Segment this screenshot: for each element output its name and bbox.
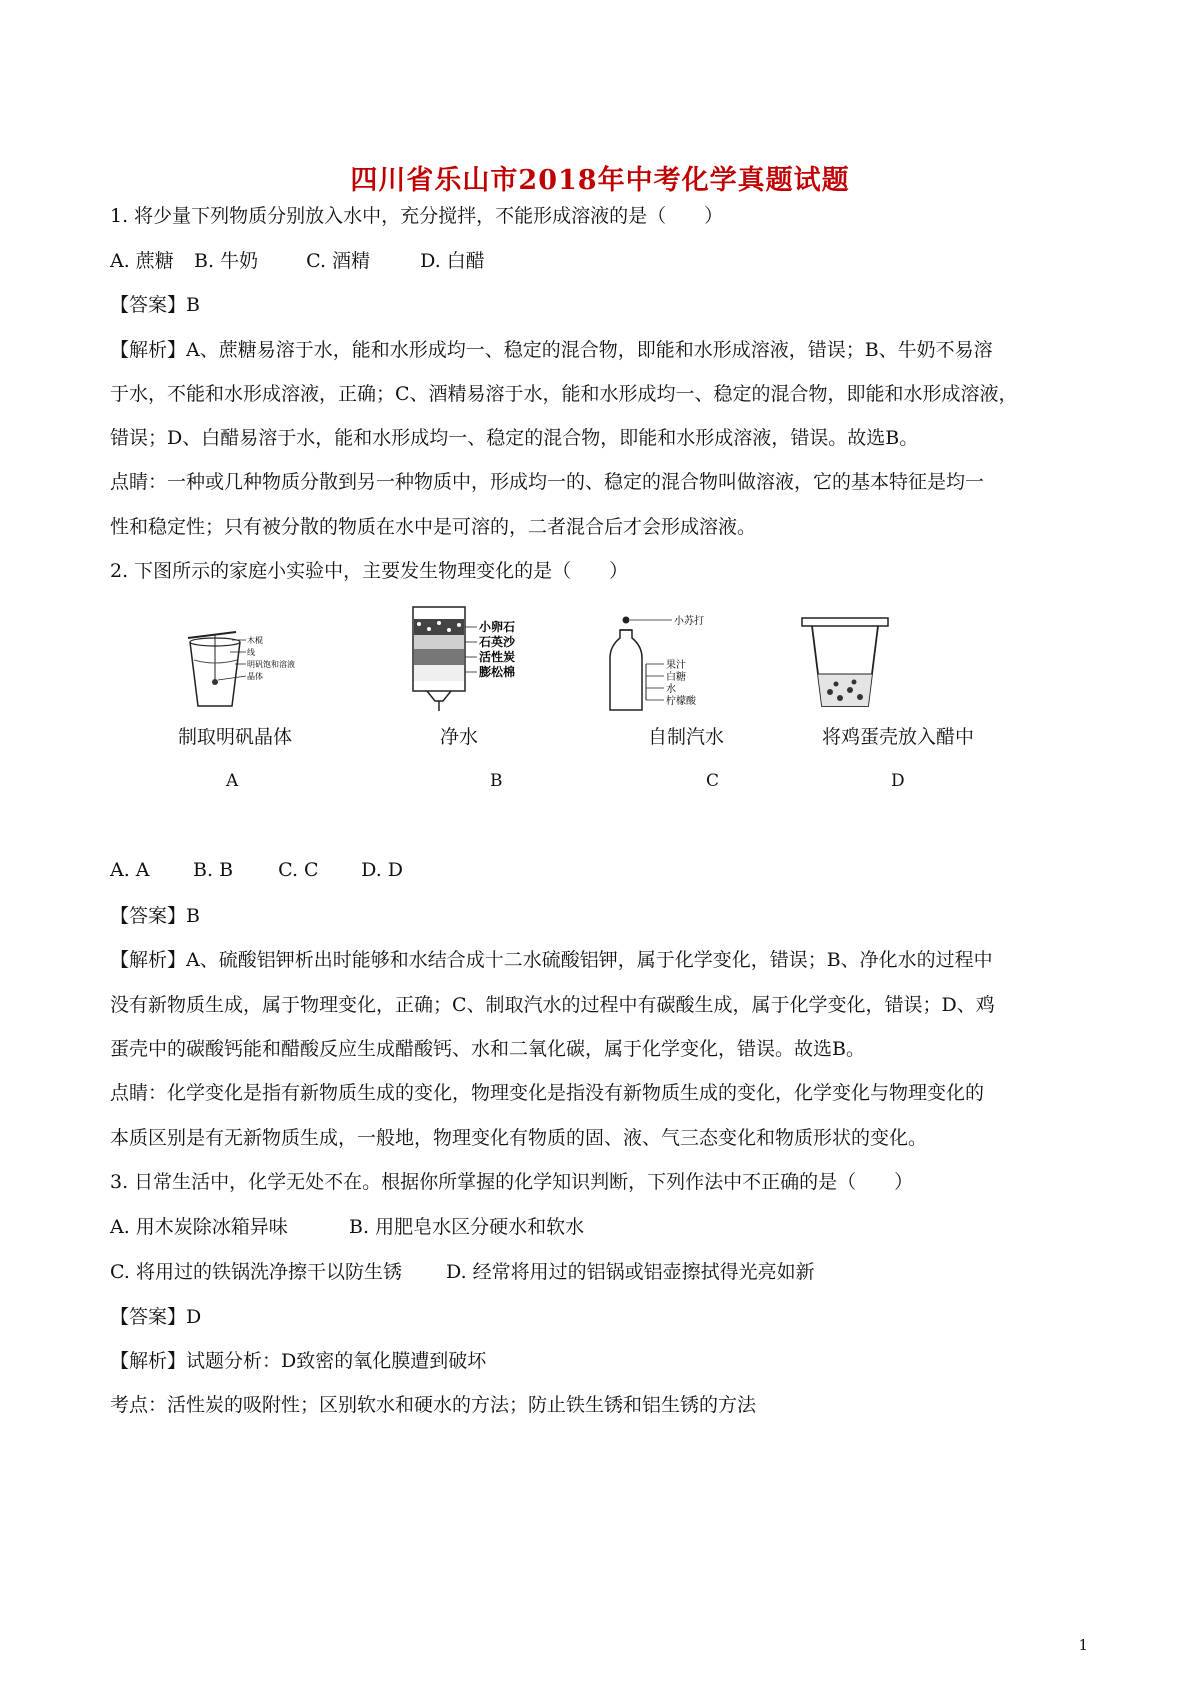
figure-homemade-soda (600, 612, 730, 717)
label-activated-carbon: 活性炭 (479, 650, 516, 664)
label-pebbles: 小卵石 (479, 620, 516, 634)
page-number: 1 (1078, 1636, 1088, 1654)
q1-tip-line-2: 性和稳定性；只有被分散的物质在水中是可溶的，二者混合后才会形成溶液。 (110, 516, 757, 538)
letter-b: B (490, 771, 503, 791)
q1-analysis-line-3: 错误；D、白醋易溶于水，能和水形成均一、稳定的混合物，即能和水形成溶液，错误。故选B。 (110, 427, 919, 449)
q2-option-a: A. A (110, 859, 150, 881)
q1-analysis-line-1: 【解析】A、蔗糖易溶于水，能和水形成均一、稳定的混合物，即能和水形成溶液，错误；B、牛奶不易溶 (110, 339, 993, 361)
q3-options-row-2 (110, 1259, 815, 1285)
letter-a: A (226, 771, 239, 791)
caption-a: 制取明矾晶体 (178, 726, 293, 748)
figure-water-purifier (405, 603, 555, 713)
letter-d: D (891, 771, 905, 791)
label-thread: 线 (247, 648, 255, 657)
label-citric-acid: 柠檬酸 (666, 696, 696, 707)
q2-analysis-line-2: 没有新物质生成，属于物理变化，正确；C、制取汽水的过程中有碳酸生成，属于化学变化，错误；D、鸡 (110, 994, 995, 1016)
q2-option-d: D. D (361, 859, 404, 881)
label-cotton: 膨松棉 (479, 665, 516, 679)
label-juice: 果汁 (666, 660, 686, 671)
q1-stem: 1. 将少量下列物质分别放入水中，充分搅拌，不能形成溶液的是（ ） (110, 205, 724, 227)
q2-tip-line-1: 点睛：化学变化是指有新物质生成的变化，物理变化是指没有新物质生成的变化，化学变化与物理变化的 (110, 1082, 985, 1104)
q3-option-a: A. 用木炭除冰箱异味 (110, 1216, 288, 1238)
figure-alum-crystal (180, 630, 295, 710)
q3-exam-point: 考点：活性炭的吸附性；区别软水和硬水的方法；防止铁生锈和铝生锈的方法 (110, 1394, 757, 1416)
label-sugar: 白糖 (666, 672, 686, 683)
label-quartz-sand: 石英沙 (479, 635, 516, 649)
q1-options (110, 248, 485, 274)
label-baking-soda: 小苏打 (674, 616, 704, 627)
q2-tip-line-2: 本质区别是有无新物质生成，一般地，物理变化有物质的固、液、气三态变化和物质形状的变化。 (110, 1127, 928, 1149)
q3-answer: 【答案】D (110, 1306, 202, 1328)
q3-analysis: 【解析】试题分析：D致密的氧化膜遭到破坏 (110, 1350, 487, 1372)
q1-option-b: B. 牛奶 (194, 250, 259, 272)
q3-stem: 3. 日常生活中，化学无处不在。根据你所掌握的化学知识判断，下列作法中不正确的是（ ） (110, 1171, 914, 1193)
q1-tip-line-1: 点睛：一种或几种物质分散到另一种物质中，形成均一的、稳定的混合物叫做溶液，它的基本特征是均一 (110, 471, 985, 493)
q2-option-b: B. B (193, 859, 234, 881)
q3-option-c: C. 将用过的铁锅洗净擦干以防生锈 (110, 1261, 402, 1283)
label-saturated-solution: 明矾饱和溶液 (247, 660, 295, 669)
letter-c: C (706, 771, 720, 791)
q3-option-d: D. 经常将用过的铝锅或铝壶擦拭得光亮如新 (446, 1261, 815, 1283)
q2-analysis-line-1: 【解析】A、硫酸铝钾析出时能够和水结合成十二水硫酸铝钾，属于化学变化，错误；B、净化水的过程中 (110, 949, 993, 971)
q1-answer: 【答案】B (110, 294, 200, 316)
label-stick: 木棍 (247, 636, 263, 645)
q3-options-row-1 (110, 1214, 584, 1240)
q1-option-a: A. 蔗糖 (110, 250, 174, 272)
q1-analysis-line-2: 于水，不能和水形成溶液，正确；C、酒精易溶于水，能和水形成均一、稳定的混合物，即能和水形成溶液， (110, 383, 1018, 405)
q3-option-b: B. 用肥皂水区分硬水和软水 (349, 1216, 585, 1238)
q1-option-c: C. 酒精 (306, 250, 371, 272)
q2-stem: 2. 下图所示的家庭小实验中，主要发生物理变化的是（ ） (110, 560, 629, 582)
label-crystal: 晶体 (247, 672, 263, 681)
q2-answer: 【答案】B (110, 905, 200, 927)
q2-analysis-line-3: 蛋壳中的碳酸钙能和醋酸反应生成醋酸钙、水和二氧化碳，属于化学变化，错误。故选B。 (110, 1038, 865, 1060)
caption-b: 净水 (440, 726, 479, 748)
caption-d: 将鸡蛋壳放入醋中 (822, 726, 975, 748)
q2-option-c: C. C (278, 859, 319, 881)
caption-c: 自制汽水 (648, 726, 725, 748)
label-water: 水 (666, 684, 676, 695)
figure-eggshell-vinegar (798, 612, 908, 712)
q1-option-d: D. 白醋 (420, 250, 485, 272)
document-title: 四川省乐山市2018年中考化学真题试题 (350, 165, 850, 196)
q2-options (110, 857, 403, 883)
